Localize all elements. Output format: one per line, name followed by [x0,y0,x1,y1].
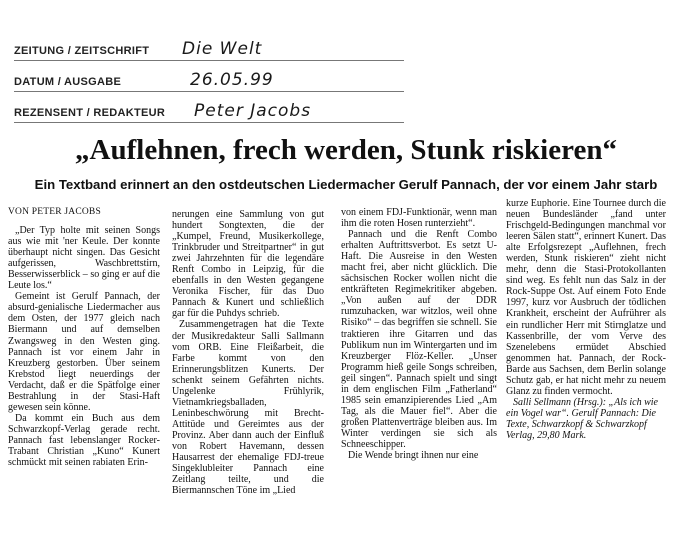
date-row [14,61,404,92]
date-label: DATUM / AUSGABE [14,76,122,88]
article-column-1 [8,207,160,468]
newspaper-row [14,30,404,61]
reviewer-row [14,92,404,123]
paragraph: Zusammengetragen hat die Texte der Musikredakteur Salli Sallmann vom ORB. Eine Fleißarbeit, die Farbe kommt von den Erinnerungsblitzen Kunerts. Der schenkt seinem Gefährten nichts. Ungelenke Frühlyrik, Vietnamkriegsballaden, Leninbeschwörung mit Brecht-Attitüde und Gereimtes aus der Provinz. Aber dann auch der Einfluß von Robert Havemann, dessen Hausarrest der ehemalige FDJ-treue Singeklubleiter Pannach eine Zeitlang teilte, und die Biermannschen Töne im „Lied [172,319,324,497]
newspaper-value: Die Welt [182,39,263,59]
paragraph: Die Wende bringt ihnen nur eine [348,450,479,462]
book-reference: Salli Sellmann (Hrsg.): „Als ich wie ein Vogel war“. Gerulf Pannach: Die Texte, Schwarzkopf & Schwarzkopf Verlag, 29,80 Mark. [506,396,658,441]
byline: VON PETER JACOBS [8,207,101,217]
article-column-4 [506,198,666,441]
paragraph: Pannach und die Renft Combo erhalten Auftrittsverbot. Es setzt U-Haft. Die Ausreise in den Westen macht frei, aber nicht glücklich. Die sächsischen Rocker wollen nicht die entkräfteten Regimekritiker abgeben. „Von außen auf der DDR rumzuhacken, war witzlos, weil ohne Risiko“ – das begriffen sie schnell. Sie traktieren ihre Gitarren und das Publikum nun im Wintergarten und im Kreuzberger Flöz-Keller. „Unser Programm hieß geile Songs schreiben, geil singen“. Pannach spielt und singt in dem englischen Film „Fatherland“ 1985 sein emanzipierendes Lied „Am Tag, als die Mauer fiel“. Aber die großen Plattenverträge bleiben aus. Im Winter verdingen sie sich als Schneeschipper. [341,229,497,450]
article-column-2 [172,209,324,496]
date-value: 26.05.99 [190,70,274,90]
paragraph: Gemeint ist Gerulf Pannach, der absurd-genialische Liedermacher aus dem Osten, der 1977 gleich nach Biermann und auf demselben Zwangsweg in den Westen ging. Pannach ist vor einem Jahr in Kreuzberg gestorben. Über seinem Krebstod liegt neuerdings der Verdacht, daß er die Spätfolge einer Bestrahlung in der Stasi-Haft gewesen sein könne. [8,291,160,413]
article-column-3 [341,207,497,461]
reviewer-label: REZENSENT / REDAKTEUR [14,107,166,119]
article-headline: „Auflehnen, frech werden, Stunk riskieren“ [75,134,617,166]
reviewer-value: Peter Jacobs [194,101,312,121]
paragraph: „Der Typ holte mit seinen Songs aus wie mit 'ner Keule. Der konnte überhaupt nicht singen. Das Gesicht aufgerissen, Waschbrettstirn, Besserwisserblick – so ging er auf die Leute los.“ [8,225,160,292]
paragraph: Da kommt ein Buch aus dem Schwarzkopf-Verlag gerade recht. Pannach fast lebenslanger Rocker-Trabant Christian „Kuno“ Kunert schmückt mit seinen rabiaten Erin- [8,412,160,469]
newspaper-label: ZEITUNG / ZEITSCHRIFT [14,45,150,57]
article-subheadline: Ein Textband erinnert an den ostdeutschen Liedermacher Gerulf Pannach, der vor einem Jahr starb [34,177,658,192]
paragraph: nerungen eine Sammlung von gut hundert Songtexten, die der „Kumpel, Freund, Musikerkollege, Trinkbruder und Streitpartner“ in gut zwei Jahrzehnten für die legendäre Renft Combo in Leipzig, für die ebenfalls in den Westen gegangene Veronika Fischer, für das Duo Pannach & Kunert und schließlich gar für die Puhdys schrieb. [172,209,324,320]
clipping-header-form [14,30,404,123]
paragraph: von einem FDJ-Funktionär, wenn man ihm die roten Hosen runterzieht“. [341,207,497,230]
paragraph: kurze Euphorie. Eine Tournee durch die neuen Bundesländer „fand unter Frischgeld-Bedingungen manchmal vor leeren Sälen statt“, erinnert Kunert. Das alte Erfolgsrezept „Auflehnen, frech werden, Stunk riskieren“ zieht nicht mehr, denn die Stasi-Protokollanten sind weg. Es fehlt nun das Salz in der Rock-Suppe Ost. Auf einem Foto Ende 1997, kurz vor Ausbruch der tödlichen Krankheit, erscheint der Aufrührer als ein rundlicher Herr mit Stirnglatze und Kassenbrille, der vom Verve des Szenelebens ermüdet Abschied genommen hat. Pannach, der Rock-Barde aus Sachsen, dem Berlin solange Schutz gab, er hat nicht mehr zu neuem Glanz zu finden vermocht. [506,198,666,397]
